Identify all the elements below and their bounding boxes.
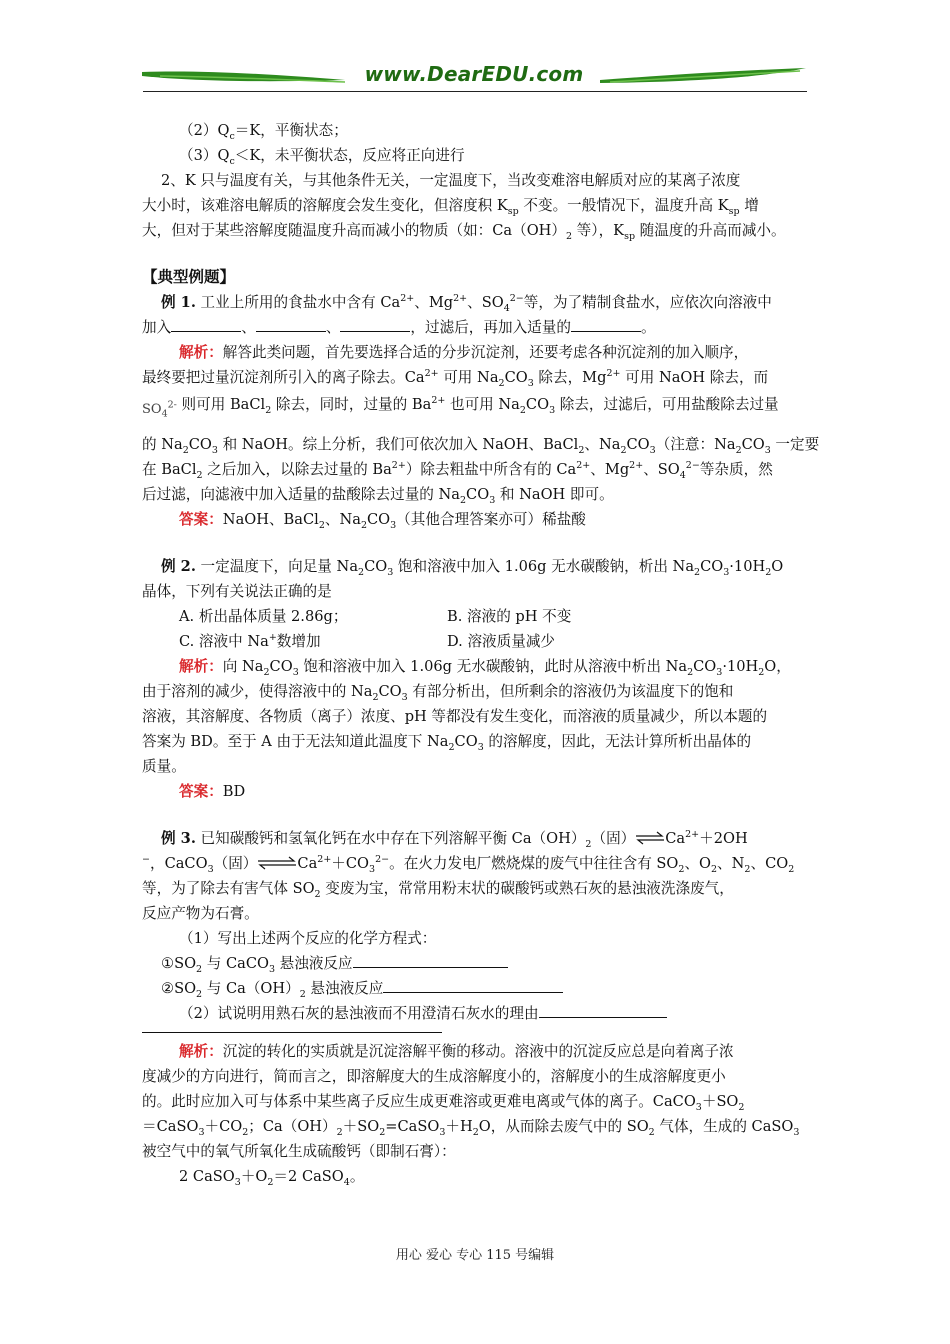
ex3-analysis-line-4: $=CaSO_3+CO_2$；$Ca(OH)_2+SO_2=CaSO_3+H_2O$，从而除去废气中的 $SO_2$ 气体，生成的 CaSO$_3$ [142,1118,800,1138]
ex2-option-a[interactable]: A. 析出晶体质量 2.86g； [179,608,348,625]
ex2-analysis-line-4: 答案为 BD。至于 A 由于无法知道此温度下 $Na_2CO_3$ 的溶解度，因此，无法计算所析出晶体的 [142,733,752,753]
ex1-question-line-2: 加入 、 、 ，过滤后，再加入适量的 。 [142,319,656,336]
ex3-subq-1a: $①SO_2$ 与 CaCO$_3$ 悬浊液反应 [142,951,810,976]
ex3-analysis-line-1: 解析：沉淀的转化的实质就是沉淀溶解平衡的移动。溶液中的沉淀反应总是向着离子浓 [179,1043,734,1060]
ex2-analysis-line-3: 溶液，其溶解度、各物质（离子）浓度、pH 等都没有发生变化，而溶液的质量减少，所以本题的 [142,708,768,725]
ex1-answer: 答案：NaOH、BaCl$_2$、$Na_2CO_3$（其他合理答案亦可）稀盐酸 [179,511,586,531]
equilibrium-arrow-icon [257,856,297,870]
ex3-analysis-line-3: 的。此时应加入可与体系中某些离子反应生成更难溶或更难电离或气体的离子。$CaCO_3+SO_2$ [142,1093,745,1113]
ex1-blank-1[interactable] [171,318,241,332]
ex2-option-c[interactable]: C. 溶液中 Na+数增加 [179,632,321,650]
ex2-answer: 答案：BD [179,783,246,800]
intro-line-2: $(3)Q_c<K$，未平衡状态，反应将正向进行 [179,147,465,167]
ex2-analysis-line-1: 解析：向 $Na_2CO_3$ 饱和溶液中加入 1.06g 无水碳酸钠，此时从溶液中析出 $Na_2CO_3\cdot 10H_2O$， [179,658,791,678]
equilibrium-arrow-icon [635,831,665,845]
ex3-blank-3[interactable] [539,1004,667,1018]
ex3-subq-1: （1）写出上述两个反应的化学方程式： [179,930,437,947]
ex1-analysis-line-4: 的 $Na_2CO_3$ 和 NaOH。综上分析，我们可依次加入 NaOH、BaCl$_2$、$Na_2CO_3$（注意：$Na_2CO_3$ 一定要 [142,436,820,456]
ex2-option-d[interactable]: D. 溶液质量减少 [447,633,556,650]
ex2-question-line-1: 例 2. 一定温度下，向足量 $Na_2CO_3$ 饱和溶液中加入 1.06g 无水碳酸钠，析出 $Na_2CO_3\cdot 10H_2O$ [161,558,784,578]
ex3-question-line-3: 等，为了除去有害气体 $SO_2$ 变废为宝，常常用粉末状的碳酸钙或熟石灰的悬浊液洗涤废气， [142,880,734,900]
section-title: 【典型例题】 [142,268,236,286]
ex1-analysis-line-2: 最终要把过量沉淀剂所引入的离子除去。$Ca^{2+}$ 可用 $Na_2CO_3$ 除去，$Mg^{2+}$ 可用 NaOH 除去，而 [142,368,769,389]
ex2-option-b[interactable]: B. 溶液的 pH 不变 [447,608,572,625]
ex1-analysis-line-6: 后过滤，向滤液中加入适量的盐酸除去过量的 $Na_2CO_3$ 和 NaOH 即可。 [142,486,614,506]
document-body [142,118,820,1189]
ex1-analysis-line-5: 在 BaCl$_2$ 之后加入，以除去过量的 $Ba^{2+}$）除去粗盐中所含有的 $Ca^{2+}$、$Mg^{2+}$、$SO_4^{2-}$等杂质，然 [142,460,773,481]
ex1-question-line-1: 例 1. 工业上所用的食盐水中含有 $Ca^{2+}$、$Mg^{2+}$、$SO_4^{2-}$等，为了精制食盐水，应依次向溶液中 [161,293,772,314]
header-rule [143,91,807,92]
ex3-question-line-2: −，CaCO$_3$（固） $Ca^{2+}+CO_3^{2-}$。在火力发电厂燃烧煤的废气中往往含有 $SO_2$、$O_2$、$N_2$、$CO_2$ [142,854,795,875]
intro-para-line-1: 2、K 只与温度有关，与其他条件无关，一定温度下，当改变难溶电解质对应的某离子浓度 [161,172,741,189]
intro-para-line-2: 大小时，该难溶电解质的溶解度会发生变化，但溶度积 $K_{sp}$ 不变。一般情况下，温度升高 $K_{sp}$ 增 [142,197,759,217]
ex3-analysis-line-2: 度减少的方向进行，简而言之，即溶解度大的生成溶解度小的，溶解度小的生成溶解度更小 [142,1068,726,1085]
ex1-analysis-line-3: $SO_4^{2-}$ 则可用 BaCl$_2$ 除去，同时，过量的 $Ba^{2+}$ 也可用 $Na_2CO_3$ 除去，过滤后，可用盐酸除去过量 [142,390,810,432]
sulfate-formula: $SO_4^{2-}$ [142,399,177,420]
ex3-analysis-line-5: 被空气中的氧气所氧化生成硫酸钙（即制石膏）： [142,1143,456,1160]
ex2-options-row-2 [142,629,810,654]
ex1-blank-4[interactable] [571,318,641,332]
ex1-analysis-line-1: 解析：解答此类问题，首先要选择合适的分步沉淀剂，还要考虑各种沉淀剂的加入顺序， [179,344,749,361]
site-header [140,60,808,94]
site-logo-text[interactable]: www.DearEDU.com [364,62,584,86]
ex1-blank-2[interactable] [256,318,326,332]
ex2-analysis-line-2: 由于溶剂的减少，使得溶液中的 $Na_2CO_3$ 有部分析出，但所剩余的溶液仍为该温度下的饱和 [142,683,734,703]
ex3-question-line-4: 反应产物为石膏。 [142,905,259,922]
page-footer: 用心 爱心 专心 115 号编辑 [395,1248,555,1263]
ex3-blank-2[interactable] [383,979,563,993]
ex3-question-line-1: 例 3. 已知碳酸钙和氢氧化钙在水中存在下列溶解平衡 $Ca(OH)_2$（固） $Ca^{2+}+2OH$ [161,829,748,850]
ex3-subq-2: （2）试说明用熟石灰的悬浊液而不用澄清石灰水的理由 [142,1001,810,1026]
intro-line-1: $(2)Q_c=K$，平衡状态； [179,122,348,142]
ex3-subq-1b: $②SO_2$ 与 $Ca(OH)_2$ 悬浊液反应 [142,976,810,1001]
ex2-question-line-2: 晶体，下列有关说法正确的是 [142,583,332,600]
ex3-blank-3-continuation[interactable] [142,1032,442,1033]
ex2-analysis-line-5: 质量。 [142,758,186,775]
ex3-blank-1[interactable] [353,954,508,968]
ex2-options-row-1 [142,604,810,629]
intro-para-line-3: 大，但对于某些溶解度随温度升高而减小的物质（如：$Ca(OH)_2$ 等），$K_{sp}$ 随温度的升高而减小。 [142,222,786,242]
ex1-blank-3[interactable] [340,318,410,332]
ex3-analysis-equation: 2 $CaSO_3+O_2=2$ CaSO$_4$。 [179,1168,365,1188]
